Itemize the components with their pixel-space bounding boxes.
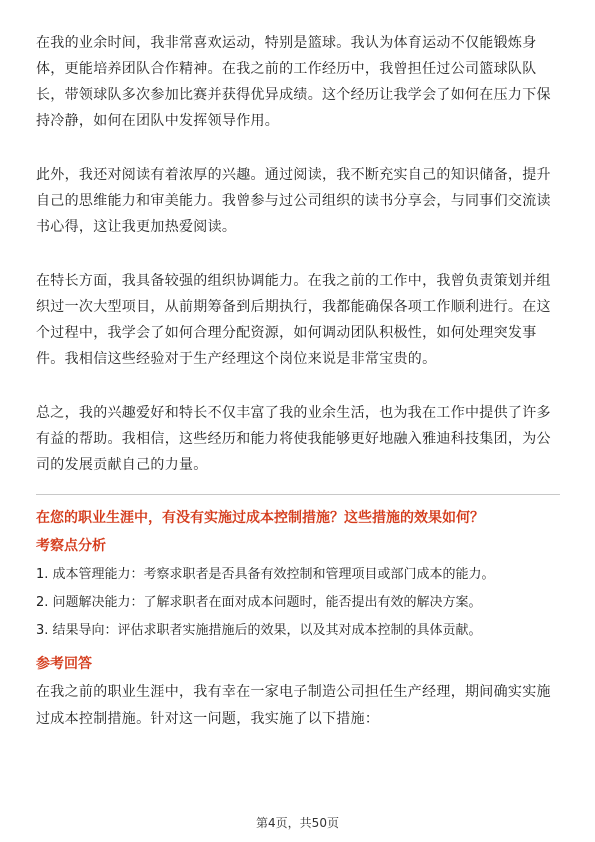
analysis-point: 2. 问题解决能力：了解求职者在面对成本问题时，能否提出有效的解决方案。 <box>36 595 482 610</box>
section-divider <box>36 494 560 495</box>
paragraph-specialty: 在特长方面，我具备较强的组织协调能力。在我之前的工作中，我曾负责策划并组织过一次大型项目，从前期筹备到后期执行，我都能确保各项工作顺利进行。在这个过程中，我学会了如何合理分配资源，如何调动团队积极性，如何处理突发事件。我相信这些经验对于生产经理这个岗位来说是非常宝贵的。 <box>36 273 551 367</box>
page-number: 第4页，共50页 <box>256 816 339 830</box>
interview-question: 在您的职业生涯中，有没有实施过成本控制措施？这些措施的效果如何？ <box>36 510 484 526</box>
analysis-point: 1. 成本管理能力：考察求职者是否具备有效控制和管理项目或部门成本的能力。 <box>36 567 495 582</box>
page-content <box>36 30 560 733</box>
paragraph-summary: 总之，我的兴趣爱好和特长不仅丰富了我的业余生活，也为我在工作中提供了许多有益的帮助。我相信，这些经历和能力将使我能够更好地融入雅迪科技集团，为公司的发展贡献自己的力量。 <box>36 405 551 473</box>
answer-heading: 参考回答 <box>36 656 92 672</box>
analysis-point: 3. 结果导向：评估求职者实施措施后的效果，以及其对成本控制的具体贡献。 <box>36 623 482 638</box>
answer-text: 在我之前的职业生涯中，我有幸在一家电子制造公司担任生产经理，期间确实实施过成本控制措施。针对这一问题，我实施了以下措施： <box>36 684 551 727</box>
analysis-points <box>36 561 560 645</box>
paragraph-reading: 此外，我还对阅读有着浓厚的兴趣。通过阅读，我不断充实自己的知识储备，提升自己的思维能力和审美能力。我曾参与过公司组织的读书分享会，与同事们交流读书心得，这让我更加热爱阅读。 <box>36 167 551 235</box>
paragraph-hobbies-sports: 在我的业余时间，我非常喜欢运动，特别是篮球。我认为体育运动不仅能锻炼身体，更能培养团队合作精神。在我之前的工作经历中，我曾担任过公司篮球队队长，带领球队多次参加比赛并获得优异成绩。这个经历让我学会了如何在压力下保持冷静，如何在团队中发挥领导作用。 <box>36 35 551 129</box>
analysis-heading: 考察点分析 <box>36 538 106 554</box>
